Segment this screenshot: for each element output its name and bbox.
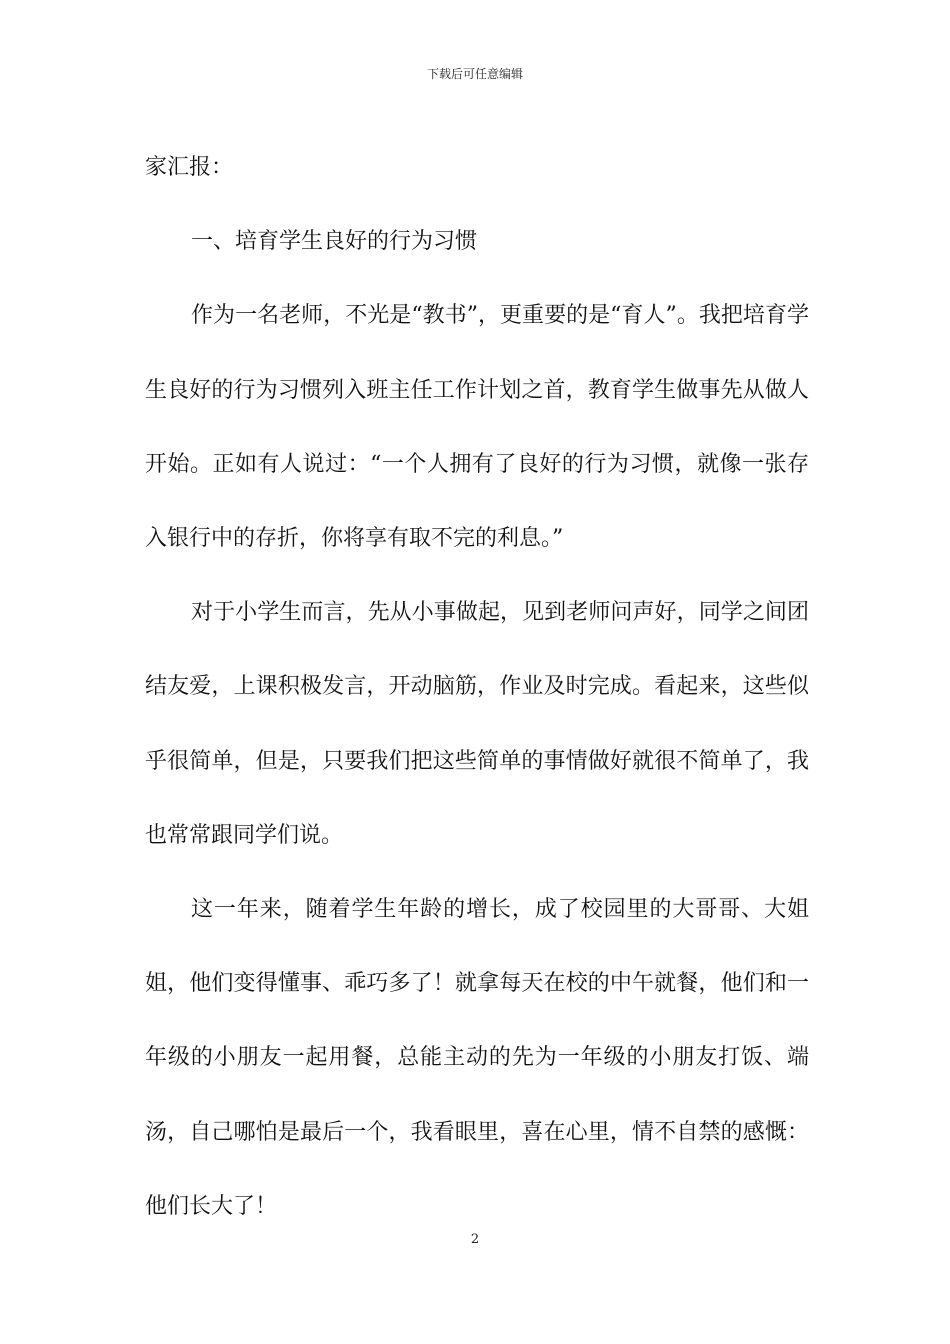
paragraph: 对于小学生而言，先从小事做起，见到老师问声好，同学之间团结友爱，上课积极发言，开动脑筋，作业及时完成。看起来，这些似乎很简单，但是，只要我们把这些简单的事情做好就很不简单了，我也常常跟同学们说。 — [145, 600, 809, 848]
paragraph: 这一年来，随着学生年龄的增长，成了校园里的大哥哥、大姐姐，他们变得懂事、乖巧多了！就拿每天在校的中午就餐，他们和一年级的小朋友一起用餐，总能主动的先为一年级的小朋友打饭、端汤，自己哪怕是最后一个，我看眼里，喜在心里，情不自禁的感慨：他们长大了！ — [145, 897, 809, 1219]
page-number: 2 — [470, 1232, 480, 1247]
page-header-note: 下载后可任意编辑 — [426, 67, 523, 81]
section-heading: 一、培育学生良好的行为习惯 — [191, 229, 478, 255]
paragraph-continuation: 家汇报： — [145, 155, 234, 180]
document-body — [145, 131, 809, 1244]
paragraph: 作为一名老师，不光是“教书”，更重要的是“育人”。我把培育学生良好的行为习惯列入班主任工作计划之首，教育学生做事先从做人开始。正如有人说过：“一个人拥有了良好的行为习惯，就像一张存入银行中的存折，你将享有取不完的利息。” — [145, 303, 809, 552]
